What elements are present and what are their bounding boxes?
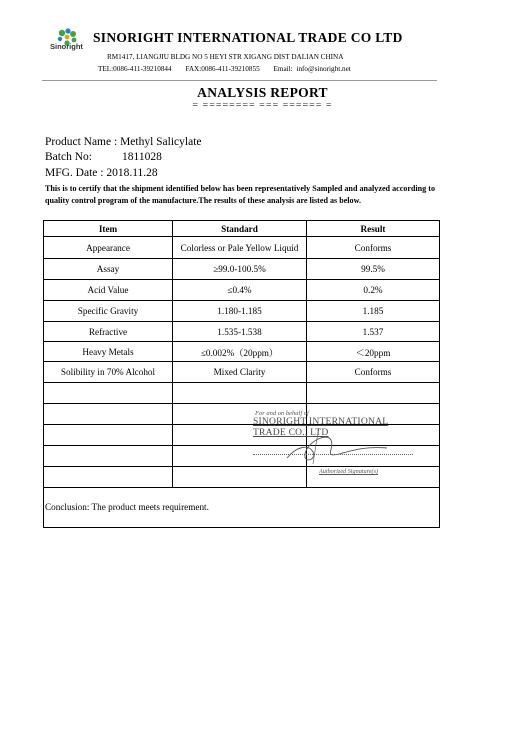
cell-result: 0.2% xyxy=(307,280,440,301)
batch-label: Batch No: xyxy=(45,151,92,163)
table-row xyxy=(44,280,439,301)
mfg-date-field xyxy=(45,167,158,179)
header-standard: Standard xyxy=(173,221,307,237)
company-name: SINORIGHT INTERNATIONAL TRADE CO LTD xyxy=(93,30,403,45)
header-result: Result xyxy=(307,221,440,237)
cell-item xyxy=(44,383,173,404)
product-name-label: Product Name : xyxy=(45,136,118,148)
signature-line xyxy=(253,454,413,455)
cell-item: Acid Value xyxy=(44,280,173,301)
authorized-signature-label: Authorized Signature(s) xyxy=(319,468,379,475)
cell-item xyxy=(44,446,173,467)
batch-value: 1811028 xyxy=(122,151,162,163)
cell-standard: 1.535-1.538 xyxy=(173,322,307,342)
header-item: Item xyxy=(44,221,173,237)
cell-result: 1.185 xyxy=(307,301,440,322)
cell-item: Refractive xyxy=(44,322,173,342)
cell-result: 1.537 xyxy=(307,322,440,342)
table-header-row xyxy=(44,221,439,237)
logo-text: Sinoright xyxy=(50,42,83,51)
cell-item xyxy=(44,404,173,425)
cell-item: Assay xyxy=(44,259,173,280)
table-row xyxy=(44,383,439,404)
signature-company: SINORIGHT INTERNATIONAL TRADE CO., LTD xyxy=(253,416,389,438)
cell-item xyxy=(44,467,173,488)
email-address: Email: info@sinoright.net xyxy=(273,65,351,73)
mfg-date-label: MFG. Date : xyxy=(45,167,104,179)
cell-standard: ≥99.0-100.5% xyxy=(173,259,307,280)
table-row xyxy=(44,322,439,342)
report-title: ANALYSIS REPORT xyxy=(197,85,328,100)
company-address: RM1417, LIANGJIU BLDG NO 5 HEYI STR XIGANG DIST DALIAN CHINA xyxy=(107,53,344,61)
handwritten-signature xyxy=(283,424,393,468)
table-row xyxy=(44,301,439,322)
mfg-date-value: 2018.11.28 xyxy=(106,167,158,179)
tel-number: TEL:0086-411-39210844 xyxy=(98,65,172,73)
cell-item: Heavy Metals xyxy=(44,342,173,362)
cell-result: 99.5% xyxy=(307,259,440,280)
letterhead xyxy=(0,0,525,80)
cell-item: Solibility in 70% Alcohol xyxy=(44,362,173,383)
analysis-table-frame xyxy=(43,220,440,528)
table-row xyxy=(44,342,439,362)
contact-line xyxy=(98,65,361,73)
cell-result: ＜20ppm xyxy=(307,342,440,362)
cell-standard xyxy=(173,383,307,404)
cell-standard: ≤0.002%（20ppm） xyxy=(173,342,307,362)
on-behalf-text: For and on behalf of xyxy=(255,410,309,417)
signature-block xyxy=(253,410,423,480)
cell-standard: ≤0.4% xyxy=(173,280,307,301)
conclusion-text: Conclusion: The product meets requirement. xyxy=(45,502,209,512)
product-name-field xyxy=(45,136,202,148)
table-row xyxy=(44,362,439,383)
table-row xyxy=(44,259,439,280)
header-divider xyxy=(42,80,437,81)
cell-result xyxy=(307,383,440,404)
cell-item: Appearance xyxy=(44,237,173,259)
cell-result: Conforms xyxy=(307,362,440,383)
fax-number: FAX:0086-411-39210855 xyxy=(185,65,260,73)
cell-standard: 1.180-1.185 xyxy=(173,301,307,322)
report-title-underline: = ======== === ====== = xyxy=(192,100,333,111)
table-row xyxy=(44,237,439,259)
cell-standard: Colorless or Pale Yellow Liquid xyxy=(173,237,307,259)
certification-statement: This is to certify that the shipment identified below has been representatively Sampled and analyzed according to quality control program of the manufacture.The results of these analysis are listed as below. xyxy=(45,184,435,205)
cell-result: Conforms xyxy=(307,237,440,259)
product-name-value: Methyl Salicylate xyxy=(120,136,202,148)
cell-standard: Mixed Clarity xyxy=(173,362,307,383)
company-logo-icon xyxy=(50,22,90,58)
cell-item xyxy=(44,425,173,446)
cell-item: Specific Gravity xyxy=(44,301,173,322)
batch-field xyxy=(45,151,162,163)
